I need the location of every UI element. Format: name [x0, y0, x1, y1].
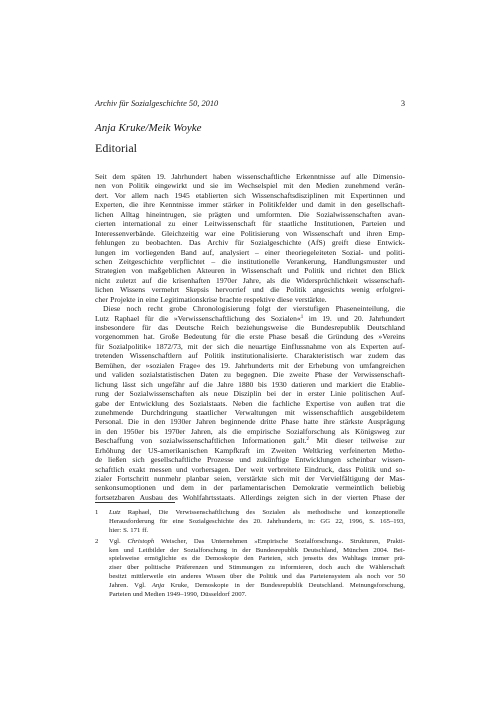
footnote-line: hier: S. 171 ff.	[109, 526, 149, 534]
footnote-line: besitzt mittlerweile ein anderes Wissen über die Politik und das Parteiensystem als noch vor 50	[109, 573, 405, 581]
body-line: Experten, die ihre Kenntnisse immer stärker in Politikfelder und damit in den gesellschaft-	[95, 200, 405, 210]
body-line: Interessenverbände. Gleichzeitig war eine Politisierung von Wissenschaft und ihren Emp-	[95, 228, 405, 238]
body-line: senkonsumoptionen und dem in der parlamentarischen Demokratie vermeintlich beliebig	[95, 483, 405, 493]
body-line: lichen Alltag hineintrugen, sie prägten und umformten. Die Sozialwissenschaften avan-	[95, 209, 405, 219]
footnote	[95, 538, 405, 600]
body-line: dert. Vor allem nach 1945 etablierten sich Wissenschaftsdisziplinen mit Expertinnen und	[95, 190, 405, 200]
body-line: cher Projekte in eine Legitimationskrise brachte respektive diese verstärkte.	[95, 294, 327, 304]
body-line: vorgenommen hat. Große Bedeutung für die erste Phase besaß die Gründung des »Vereins	[95, 332, 405, 342]
footnote-line: ken und Leitbilder der Sozialforschung in der Bundesrepublik Deutschland, München 2004. Bei-	[109, 546, 405, 554]
body-line: rung der Sozialwissenschaften als neue Disziplin bei der in erster Linie politischen Auf-	[95, 389, 405, 399]
page-number: 3	[400, 99, 405, 108]
body-line: Erhöhung der US-amerikanischen Kampfkraft im Zweiten Weltkrieg verfeinerten Metho-	[95, 445, 405, 455]
footnotes	[95, 509, 405, 602]
body-line: nicht zuletzt auf die krisenhaften 1970er Jahre, als die Widersprüchlichkeit wissenschaft-	[95, 275, 405, 285]
body-line: schaftlich exakt messen und vorhersagen. Der weit verbreitete Eindruck, dass Politik und so-	[95, 464, 405, 474]
body-line: Lutz Raphael für die »Verwissenschaftlichung des Sozialen«$^1$ im 19. und 20. Jahrhundert	[95, 313, 405, 323]
body-line: Bemühen, der »sozialen Frage« des 19. Jahrhunderts mit der Erhebung von umfangreichen	[95, 360, 405, 370]
body-line: lichen Wissens vermehrt Skepsis hervorrief und die Politik angesichts wenig erfolgrei-	[95, 285, 405, 295]
body-line: gabe der Entwicklung des Sozialstaats. Neben die fachliche Expertise von außen trat die	[95, 398, 405, 408]
body-text	[95, 172, 405, 502]
body-line: in den 1950er bis 1970er Jahren, als die empirische Sozialforschung als Königsweg zur	[95, 426, 405, 436]
body-line: fortsetzbaren Ausbau des Wohlfahrtsstaats. Allerdings zeigten sich in der vierten Phase der	[95, 492, 405, 502]
body-line: tretenden Wissenschaftlern auf Politik institutionalisierte. Charakteristisch war zudem das	[95, 351, 405, 361]
footnote-line: Jahren. Vgl. Anja Kruke, Demoskopie in der Bundesrepublik Deutschland. Meinungsforschung,	[109, 582, 405, 590]
body-line: fehlungen zu beobachten. Das Archiv für Sozialgeschichte (AfS) greift diese Entwick-	[95, 238, 405, 248]
footnote-line: Lutz Raphael, Die Verwissenschaftlichung des Sozialen als methodische und konzeptionelle	[109, 509, 405, 516]
footnote	[95, 509, 405, 536]
body-line: Seit dem späten 19. Jahrhundert haben wissenschaftliche Erkenntnisse auf alle Dimensio-	[95, 172, 405, 181]
body-line: zunehmende Durchdringung staatlicher Verwaltungen mit wissenschaftlich ausgebildetem	[95, 407, 405, 417]
body-line: schen Zeitgeschichte verpflichtet – die institutionelle Verankerung, Handlungsmuster und	[95, 256, 405, 266]
footnote-line: Vgl. Christoph Weischer, Das Unternehmen »Empirische Sozialforschung«. Strukturen, Prakti-	[109, 537, 405, 545]
body-line: insbesondere für das Deutsche Reich beziehungsweise die Bundesrepublik Deutschland	[95, 323, 405, 332]
footnote-number: 1	[95, 509, 99, 516]
body-line: Diese noch recht grobe Chronologisierung folgt der vierstufigen Phaseneinteilung, die	[103, 304, 405, 314]
body-line: nen von Politik eingewirkt und sie im Wechselspiel mit den Medien zunehmend verän-	[95, 181, 405, 191]
body-line: Beschaffung von sozialwissenschaftlichen Informationen galt.$^2$ Mit dieser teilweise zur	[95, 436, 405, 446]
footnote-line: spielsweise ermöglichte es die Demoskopie den Parteien, sich jenseits des Wahltags immer prä-	[109, 555, 405, 563]
footnote-line: Herausforderung für eine Sozialgeschichte des 20. Jahrhunderts, in: GG 22, 1996, S. 165–193,	[109, 517, 405, 525]
body-line: Strategien von maßgeblichen Akteuren in Wissenschaft und Politik und richtet den Blick	[95, 266, 405, 276]
body-line: zialer Fortschritt nunmehr planbar seien, verstärkte sich mit der Vervielfältigung der Mas-	[95, 474, 405, 483]
body-line: Personal. Die in den 1930er Jahren beginnende dritte Phase hatte ihre stärkste Ausprägung	[95, 417, 405, 427]
body-line: de ließen sich gesellschaftliche Prozesse und zukünftige Entwicklungen scheinbar wissen-	[95, 455, 405, 465]
article-authors: Anja Kruke/Meik Woyke	[95, 122, 202, 134]
body-line: lungen im vorliegenden Band auf, analysiert – einer theoriegeleiteten Sozial- und politi-	[95, 247, 405, 257]
article-title: Editorial	[95, 141, 137, 155]
footnote-number: 2	[95, 537, 99, 545]
running-head: Archiv für Sozialgeschichte 50, 2010	[95, 99, 219, 108]
body-line: cierten international zu einer Leitwissenschaft für staatliche Institutionen, Parteien und	[95, 219, 405, 229]
body-line: lichung lässt sich ungefähr auf die Jahre 1880 bis 1930 datieren und markiert die Etablie-	[95, 379, 405, 389]
body-line: für Sozialpolitik« 1872/73, mit der sich die neuartige Einflussnahme von als Experten auf-	[95, 341, 405, 351]
footnote-line: Parteien und Medien 1949–1990, Düsseldorf 2007.	[109, 591, 247, 599]
footnote-divider	[95, 502, 175, 503]
footnote-line: ziser über politische Präferenzen und Stimmungen zu informieren, doch auch die Wählerschaft	[109, 564, 405, 572]
body-line: und validen sozialstatistischen Daten zu begegnen. Die zweite Phase der Verwissenschaft-	[95, 370, 405, 380]
